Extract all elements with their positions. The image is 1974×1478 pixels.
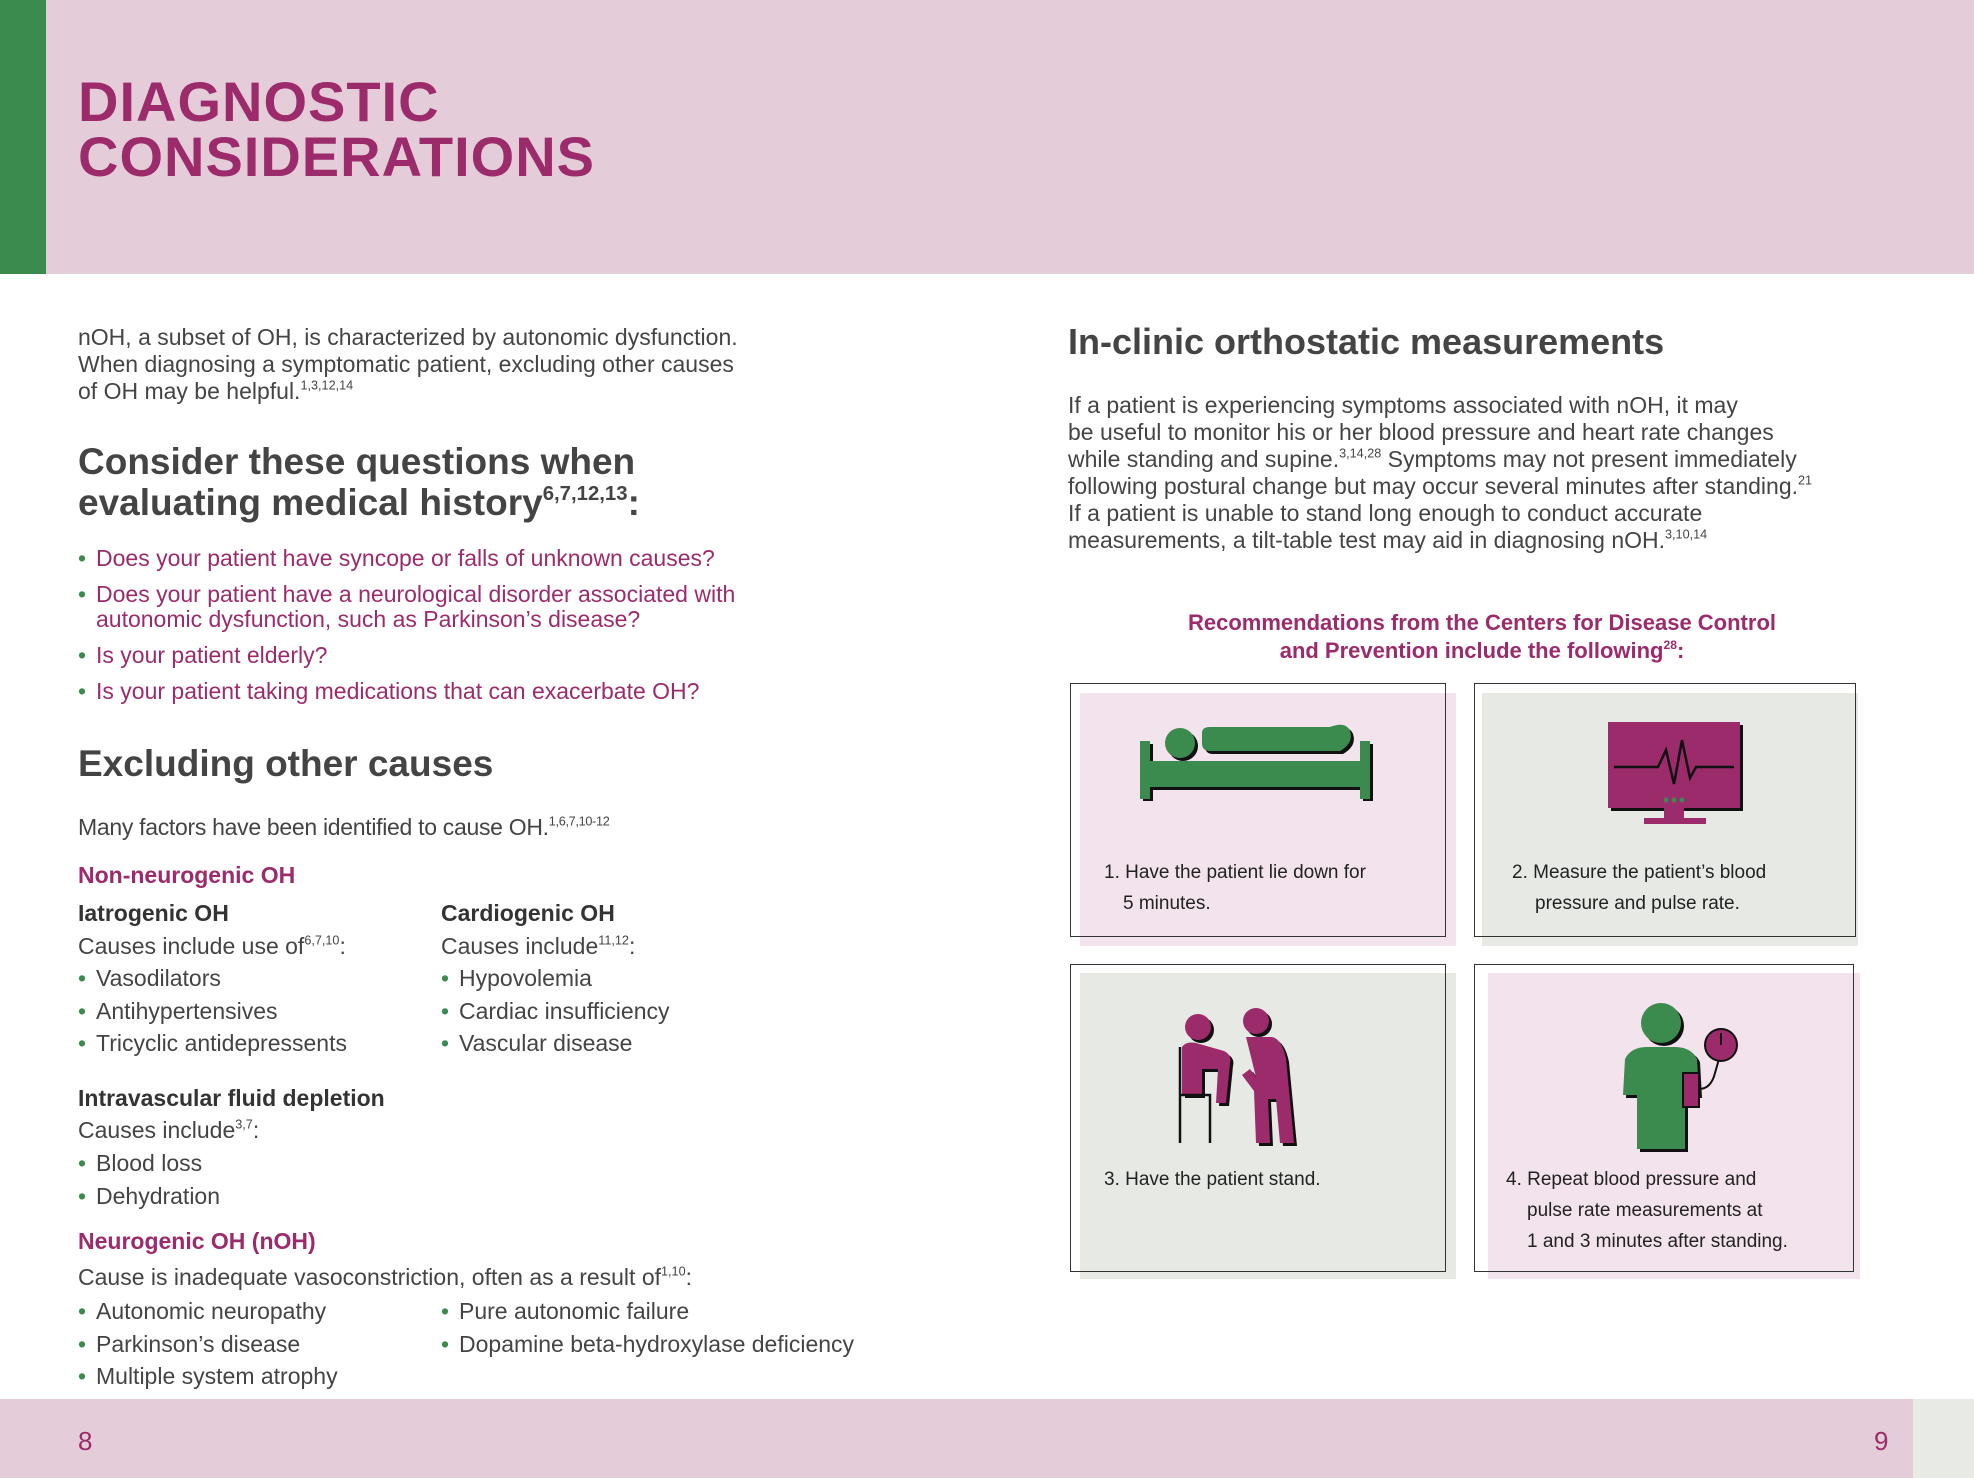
recommendations-text: and Prevention include the following <box>1279 638 1664 663</box>
causes-label-colon: : <box>252 1117 260 1143</box>
page-title <box>78 70 595 188</box>
list-item: • Vascular disease <box>441 1027 670 1060</box>
reference-superscript: 3,10,14 <box>1665 527 1708 542</box>
list-item: • Dehydration <box>78 1180 220 1213</box>
neurogenic-cause-text <box>78 1264 692 1291</box>
list-item: • Cardiac insufficiency <box>441 995 670 1028</box>
neurogenic-heading: Neurogenic OH (nOH) <box>78 1228 316 1254</box>
causes-label-text: Causes include <box>441 933 599 959</box>
green-accent-bar <box>0 0 46 274</box>
questions-heading-line: Consider these questions when <box>78 441 636 482</box>
list-item: • Is your patient taking medications that can exacerbate OH? <box>78 679 838 704</box>
reference-superscript: 6,7,12,13 <box>542 482 628 505</box>
step-card-4 <box>1474 964 1854 1272</box>
list-item: • Tricyclic antidepressents <box>78 1027 347 1060</box>
page-title-line-1: DIAGNOSTIC <box>78 70 440 133</box>
list-item <box>78 582 838 632</box>
step-3-text <box>1104 1164 1321 1195</box>
iatrogenic-heading: Iatrogenic OH <box>78 900 229 926</box>
iatrogenic-causes-label <box>78 933 346 960</box>
causes-label-text: Causes include use of <box>78 933 305 959</box>
neurogenic-cause-main: Cause is inadequate vasoconstriction, often as a result of <box>78 1264 662 1290</box>
factors-text <box>78 814 609 841</box>
intro-line-text: of OH may be helpful. <box>78 378 301 404</box>
intravascular-list <box>78 1147 220 1212</box>
questions-heading-text: evaluating medical history <box>78 482 543 523</box>
reference-superscript: 1,6,7,10-12 <box>548 814 610 829</box>
list-item: • Is your patient elderly? <box>78 643 838 668</box>
paragraph-line <box>1068 527 1812 554</box>
intravascular-causes-label <box>78 1117 259 1144</box>
paragraph-line <box>1068 473 1812 500</box>
list-item: • Parkinson’s disease <box>78 1328 338 1361</box>
step-card-2 <box>1474 683 1856 937</box>
measurements-paragraph <box>1068 392 1812 554</box>
reference-superscript: 28 <box>1663 637 1677 652</box>
causes-label-colon: : <box>339 933 346 959</box>
paragraph-text: while standing and supine. <box>1068 446 1340 472</box>
neurogenic-list-col2 <box>441 1295 854 1360</box>
step-text-line: 3. Have the patient stand. <box>1104 1169 1321 1190</box>
step-2-text <box>1512 857 1766 919</box>
list-item: • Multiple system atrophy <box>78 1360 338 1393</box>
footer-right-accent <box>1913 1399 1974 1478</box>
footer-band <box>0 1399 1974 1478</box>
intro-paragraph <box>78 324 738 405</box>
step-text-line: 2. Measure the patient’s blood <box>1512 862 1767 883</box>
page-number-right: 9 <box>1874 1426 1889 1456</box>
intro-line: When diagnosing a symptomatic patient, excluding other causes <box>78 351 734 377</box>
list-item-text: autonomic dysfunction, such as Parkinson’s disease? <box>96 606 641 632</box>
reference-superscript: 11,12 <box>598 933 629 948</box>
step-text-line: 5 minutes. <box>1123 893 1211 914</box>
non-neurogenic-heading: Non-neurogenic OH <box>78 862 296 888</box>
recommendations-line <box>1068 637 1896 665</box>
page-number-left: 8 <box>78 1426 93 1456</box>
step-card-1 <box>1070 683 1446 937</box>
iatrogenic-list <box>78 962 347 1060</box>
heart-rate-monitor-icon <box>1608 722 1748 832</box>
excluding-heading: Excluding other causes <box>78 743 494 784</box>
list-item: • Autonomic neuropathy <box>78 1295 338 1328</box>
cardiogenic-list <box>441 962 670 1060</box>
step-card-3 <box>1070 964 1446 1272</box>
step-text-line: pulse rate measurements at <box>1527 1200 1763 1221</box>
paragraph-line: If a patient is experiencing symptoms associated with nOH, it may <box>1068 392 1738 418</box>
list-item: • Vasodilators <box>78 962 347 995</box>
measurements-heading: In-clinic orthostatic measurements <box>1068 321 1665 362</box>
step-4-text <box>1506 1164 1788 1257</box>
step-text-line: 4. Repeat blood pressure and <box>1506 1169 1757 1190</box>
list-item: • Does your patient have syncope or falls of unknown causes? <box>78 546 838 571</box>
paragraph-line: If a patient is unable to stand long enough to conduct accurate <box>1068 500 1703 526</box>
patient-standing-up-icon <box>1176 1003 1326 1153</box>
questions-heading <box>78 441 640 523</box>
paragraph-text: measurements, a tilt-table test may aid in diagnosing nOH. <box>1068 527 1666 553</box>
questions-heading-colon: : <box>627 482 640 523</box>
causes-label-text: Causes include <box>78 1117 236 1143</box>
recommendations-line: Recommendations from the Centers for Disease Control <box>1187 610 1776 635</box>
step-text-line: 1 and 3 minutes after standing. <box>1527 1231 1788 1252</box>
list-item: • Dopamine beta-hydroxylase deficiency <box>441 1328 854 1361</box>
paragraph-text: following postural change but may occur several minutes after standing. <box>1068 473 1799 499</box>
intravascular-heading: Intravascular fluid depletion <box>78 1085 385 1111</box>
paragraph-line: be useful to monitor his or her blood pressure and heart rate changes <box>1068 419 1774 445</box>
questions-heading-line <box>78 482 640 523</box>
list-item: • Blood loss <box>78 1147 220 1180</box>
step-text-line: 1. Have the patient lie down for <box>1104 862 1366 883</box>
intro-line <box>78 378 738 405</box>
factors-text-main: Many factors have been identified to cause OH. <box>78 814 549 840</box>
patient-lying-on-bed-icon <box>1140 721 1376 801</box>
neurogenic-list-col1 <box>78 1295 338 1393</box>
step-1-text <box>1104 857 1366 919</box>
reference-superscript: 1,3,12,14 <box>300 378 354 393</box>
step-text-line: pressure and pulse rate. <box>1535 893 1740 914</box>
reference-superscript: 3,7 <box>235 1117 253 1132</box>
reference-superscript: 1,10 <box>661 1264 686 1279</box>
reference-superscript: 21 <box>1798 473 1813 488</box>
neurogenic-cause-colon: : <box>685 1264 693 1290</box>
recommendations-colon: : <box>1676 638 1685 663</box>
reference-superscript: 3,14,28 <box>1339 446 1382 461</box>
causes-label-colon: : <box>628 933 636 959</box>
reference-superscript: 6,7,10 <box>304 933 340 948</box>
recommendations-heading <box>1068 609 1896 665</box>
blood-pressure-cuff-icon <box>1611 1003 1751 1153</box>
page-title-line-2: CONSIDERATIONS <box>78 125 595 188</box>
intro-line: nOH, a subset of OH, is characterized by autonomic dysfunction. <box>78 324 738 350</box>
cardiogenic-causes-label <box>441 933 635 960</box>
list-item: • Antihypertensives <box>78 995 347 1028</box>
paragraph-text: Symptoms may not present immediately <box>1381 446 1797 472</box>
paragraph-line <box>1068 446 1812 473</box>
list-item: • Hypovolemia <box>441 962 670 995</box>
list-item: • Pure autonomic failure <box>441 1295 854 1328</box>
questions-list <box>78 546 838 715</box>
cardiogenic-heading: Cardiogenic OH <box>441 900 615 926</box>
list-item-text: Does your patient have a neurological disorder associated with <box>96 581 736 607</box>
